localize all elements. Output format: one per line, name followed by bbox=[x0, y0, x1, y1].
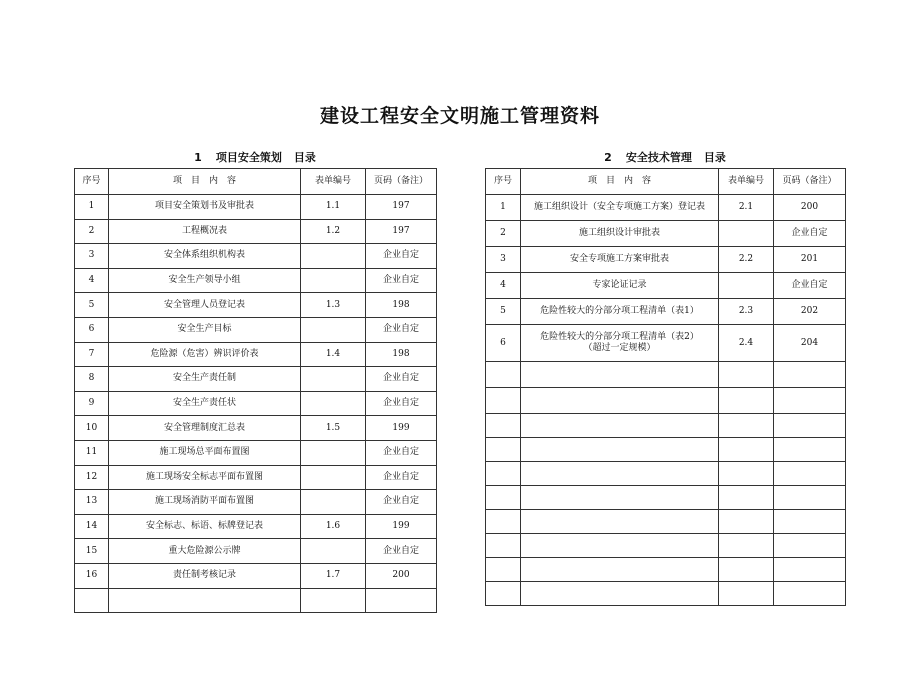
table-row bbox=[75, 317, 437, 342]
header-form-code: 表单编号 bbox=[719, 169, 774, 195]
row-page: 200 bbox=[366, 563, 437, 588]
row-number: 12 bbox=[75, 465, 109, 490]
row-page bbox=[366, 588, 437, 613]
row-form-code bbox=[301, 539, 366, 564]
row-form-code bbox=[301, 367, 366, 392]
row-number: 14 bbox=[75, 514, 109, 539]
table-row bbox=[75, 342, 437, 367]
row-page: 企业自定 bbox=[774, 273, 846, 299]
page-title: 建设工程安全文明施工管理资料 bbox=[319, 105, 600, 127]
row-content: 施工现场安全标志平面布置图 bbox=[109, 465, 301, 490]
row-content: 责任制考核记录 bbox=[109, 563, 301, 588]
row-page: 201 bbox=[774, 247, 846, 273]
row-number: 9 bbox=[75, 391, 109, 416]
row-content bbox=[109, 588, 301, 613]
table-row bbox=[486, 462, 846, 486]
row-form-code bbox=[301, 391, 366, 416]
row-content-subline: （超过一定规模） bbox=[583, 343, 656, 353]
left-section-suffix: 目录 bbox=[293, 151, 316, 164]
row-content bbox=[521, 221, 719, 247]
row-content bbox=[521, 362, 719, 388]
row-number: 4 bbox=[75, 268, 109, 293]
row-form-code: 2.1 bbox=[719, 195, 774, 221]
table-row bbox=[75, 539, 437, 564]
row-number bbox=[486, 582, 521, 606]
table-row bbox=[486, 299, 846, 325]
right-section-name: 安全技术管理 bbox=[625, 151, 692, 164]
left-section-title bbox=[74, 151, 436, 165]
row-page: 企业自定 bbox=[366, 367, 437, 392]
table-row bbox=[75, 588, 437, 613]
row-page: 企业自定 bbox=[366, 490, 437, 515]
row-content bbox=[521, 247, 719, 273]
row-form-code bbox=[301, 588, 366, 613]
table-row bbox=[486, 510, 846, 534]
row-page: 204 bbox=[774, 325, 846, 362]
row-content bbox=[521, 558, 719, 582]
row-page: 企业自定 bbox=[366, 465, 437, 490]
right-section-title bbox=[485, 151, 845, 165]
row-form-code bbox=[301, 465, 366, 490]
row-number: 8 bbox=[75, 367, 109, 392]
row-content bbox=[521, 534, 719, 558]
row-content-line: 安全专项施工方案审批表 bbox=[569, 254, 669, 264]
table-row bbox=[486, 388, 846, 414]
row-page: 199 bbox=[366, 514, 437, 539]
row-number: 2 bbox=[75, 219, 109, 244]
row-number: 16 bbox=[75, 563, 109, 588]
row-number bbox=[486, 388, 521, 414]
row-number: 13 bbox=[75, 490, 109, 515]
row-form-code: 1.5 bbox=[301, 416, 366, 441]
row-page bbox=[774, 582, 846, 606]
row-form-code bbox=[719, 362, 774, 388]
header-no: 序号 bbox=[486, 169, 521, 195]
row-page: 202 bbox=[774, 299, 846, 325]
row-number: 6 bbox=[75, 317, 109, 342]
row-page: 197 bbox=[366, 219, 437, 244]
row-form-code bbox=[719, 510, 774, 534]
row-number: 5 bbox=[75, 293, 109, 318]
header-form-code: 表单编号 bbox=[301, 169, 366, 195]
row-number: 15 bbox=[75, 539, 109, 564]
row-number bbox=[75, 588, 109, 613]
row-page: 200 bbox=[774, 195, 846, 221]
row-number: 5 bbox=[486, 299, 521, 325]
row-form-code bbox=[719, 388, 774, 414]
left-section-name: 项目安全策划 bbox=[215, 151, 282, 164]
table-row bbox=[486, 558, 846, 582]
row-content-line: 施工组织设计（安全专项施工方案）登记表 bbox=[533, 202, 705, 212]
left-contents-table bbox=[74, 168, 437, 613]
row-content: 安全管理人员登记表 bbox=[109, 293, 301, 318]
row-number bbox=[486, 510, 521, 534]
table-row bbox=[75, 293, 437, 318]
row-page: 企业自定 bbox=[366, 268, 437, 293]
row-form-code bbox=[719, 462, 774, 486]
row-content bbox=[521, 582, 719, 606]
row-form-code bbox=[301, 244, 366, 269]
row-number: 3 bbox=[486, 247, 521, 273]
row-form-code: 2.4 bbox=[719, 325, 774, 362]
row-form-code bbox=[301, 490, 366, 515]
table-row bbox=[486, 325, 846, 362]
table-row bbox=[486, 221, 846, 247]
row-content: 施工现场消防平面布置图 bbox=[109, 490, 301, 515]
row-content bbox=[521, 325, 719, 362]
header-page: 页码（备注） bbox=[774, 169, 846, 195]
right-section-suffix: 目录 bbox=[703, 151, 726, 164]
table-row bbox=[75, 268, 437, 293]
row-number: 2 bbox=[486, 221, 521, 247]
row-content: 工程概况表 bbox=[109, 219, 301, 244]
row-number: 7 bbox=[75, 342, 109, 367]
table-row bbox=[486, 414, 846, 438]
row-content bbox=[521, 299, 719, 325]
row-number: 4 bbox=[486, 273, 521, 299]
row-content: 安全生产责任状 bbox=[109, 391, 301, 416]
row-page: 企业自定 bbox=[366, 539, 437, 564]
row-number bbox=[486, 558, 521, 582]
row-number: 11 bbox=[75, 440, 109, 465]
row-page bbox=[774, 438, 846, 462]
row-content: 施工现场总平面布置图 bbox=[109, 440, 301, 465]
row-form-code bbox=[719, 582, 774, 606]
row-content: 项目安全策划书及审批表 bbox=[109, 195, 301, 220]
row-number: 3 bbox=[75, 244, 109, 269]
row-form-code: 2.2 bbox=[719, 247, 774, 273]
table-row bbox=[75, 391, 437, 416]
row-content-line: 危险性较大的分部分项工程清单（表2） bbox=[540, 332, 699, 342]
row-form-code bbox=[719, 414, 774, 438]
table-row bbox=[486, 362, 846, 388]
table-row bbox=[75, 367, 437, 392]
table-row bbox=[486, 486, 846, 510]
row-form-code bbox=[719, 558, 774, 582]
header-no: 序号 bbox=[75, 169, 109, 195]
row-content bbox=[521, 273, 719, 299]
row-page bbox=[774, 558, 846, 582]
row-page: 198 bbox=[366, 342, 437, 367]
row-form-code bbox=[301, 440, 366, 465]
row-page bbox=[774, 534, 846, 558]
table-row bbox=[75, 514, 437, 539]
row-content-line: 危险性较大的分部分项工程清单（表1） bbox=[540, 306, 699, 316]
row-content bbox=[521, 462, 719, 486]
row-number bbox=[486, 362, 521, 388]
table-row bbox=[486, 195, 846, 221]
row-form-code bbox=[719, 273, 774, 299]
row-content-line: 施工组织设计审批表 bbox=[578, 228, 660, 238]
table-row bbox=[75, 440, 437, 465]
header-content: 项 目 内 容 bbox=[109, 169, 301, 195]
row-content: 安全生产责任制 bbox=[109, 367, 301, 392]
row-content bbox=[521, 414, 719, 438]
row-number bbox=[486, 486, 521, 510]
right-section-number: 2 bbox=[604, 151, 612, 164]
header-content: 项 目 内 容 bbox=[521, 169, 719, 195]
row-form-code: 1.6 bbox=[301, 514, 366, 539]
row-form-code: 1.7 bbox=[301, 563, 366, 588]
row-form-code bbox=[719, 438, 774, 462]
row-content: 危险源（危害）辨识评价表 bbox=[109, 342, 301, 367]
row-page bbox=[774, 486, 846, 510]
row-content bbox=[521, 388, 719, 414]
row-form-code: 1.2 bbox=[301, 219, 366, 244]
table-row bbox=[486, 273, 846, 299]
header-page: 页码（备注） bbox=[366, 169, 437, 195]
row-page: 企业自定 bbox=[366, 317, 437, 342]
table-row bbox=[75, 563, 437, 588]
row-number: 1 bbox=[486, 195, 521, 221]
row-number bbox=[486, 462, 521, 486]
row-content bbox=[521, 486, 719, 510]
table-row bbox=[75, 219, 437, 244]
row-content-line: 专家论证记录 bbox=[592, 280, 647, 290]
row-number bbox=[486, 414, 521, 438]
row-form-code bbox=[719, 486, 774, 510]
row-form-code bbox=[719, 221, 774, 247]
row-page: 197 bbox=[366, 195, 437, 220]
row-content bbox=[521, 438, 719, 462]
row-page: 企业自定 bbox=[366, 391, 437, 416]
right-contents-table bbox=[485, 168, 846, 606]
row-form-code bbox=[719, 534, 774, 558]
row-number: 10 bbox=[75, 416, 109, 441]
row-form-code: 2.3 bbox=[719, 299, 774, 325]
row-content bbox=[521, 510, 719, 534]
row-content: 安全管理制度汇总表 bbox=[109, 416, 301, 441]
row-number bbox=[486, 438, 521, 462]
row-page bbox=[774, 414, 846, 438]
row-content bbox=[521, 195, 719, 221]
row-content: 安全体系组织机构表 bbox=[109, 244, 301, 269]
row-form-code: 1.3 bbox=[301, 293, 366, 318]
left-section-number: 1 bbox=[194, 151, 202, 164]
row-form-code: 1.1 bbox=[301, 195, 366, 220]
row-page: 198 bbox=[366, 293, 437, 318]
row-page bbox=[774, 510, 846, 534]
row-content: 重大危险源公示牌 bbox=[109, 539, 301, 564]
row-number: 6 bbox=[486, 325, 521, 362]
table-row bbox=[486, 582, 846, 606]
table-row bbox=[486, 534, 846, 558]
row-content: 安全标志、标语、标牌登记表 bbox=[109, 514, 301, 539]
table-row bbox=[75, 244, 437, 269]
row-page bbox=[774, 388, 846, 414]
table-row bbox=[75, 465, 437, 490]
row-page: 企业自定 bbox=[366, 440, 437, 465]
table-row bbox=[486, 438, 846, 462]
row-page bbox=[774, 462, 846, 486]
table-row bbox=[486, 247, 846, 273]
row-number: 1 bbox=[75, 195, 109, 220]
row-form-code bbox=[301, 268, 366, 293]
table-row bbox=[75, 490, 437, 515]
row-number bbox=[486, 534, 521, 558]
row-page: 199 bbox=[366, 416, 437, 441]
row-content: 安全生产目标 bbox=[109, 317, 301, 342]
table-header-row bbox=[75, 169, 437, 195]
row-page: 企业自定 bbox=[366, 244, 437, 269]
row-form-code: 1.4 bbox=[301, 342, 366, 367]
row-form-code bbox=[301, 317, 366, 342]
row-content: 安全生产领导小组 bbox=[109, 268, 301, 293]
row-page: 企业自定 bbox=[774, 221, 846, 247]
table-header-row bbox=[486, 169, 846, 195]
table-row bbox=[75, 416, 437, 441]
row-page bbox=[774, 362, 846, 388]
table-row bbox=[75, 195, 437, 220]
